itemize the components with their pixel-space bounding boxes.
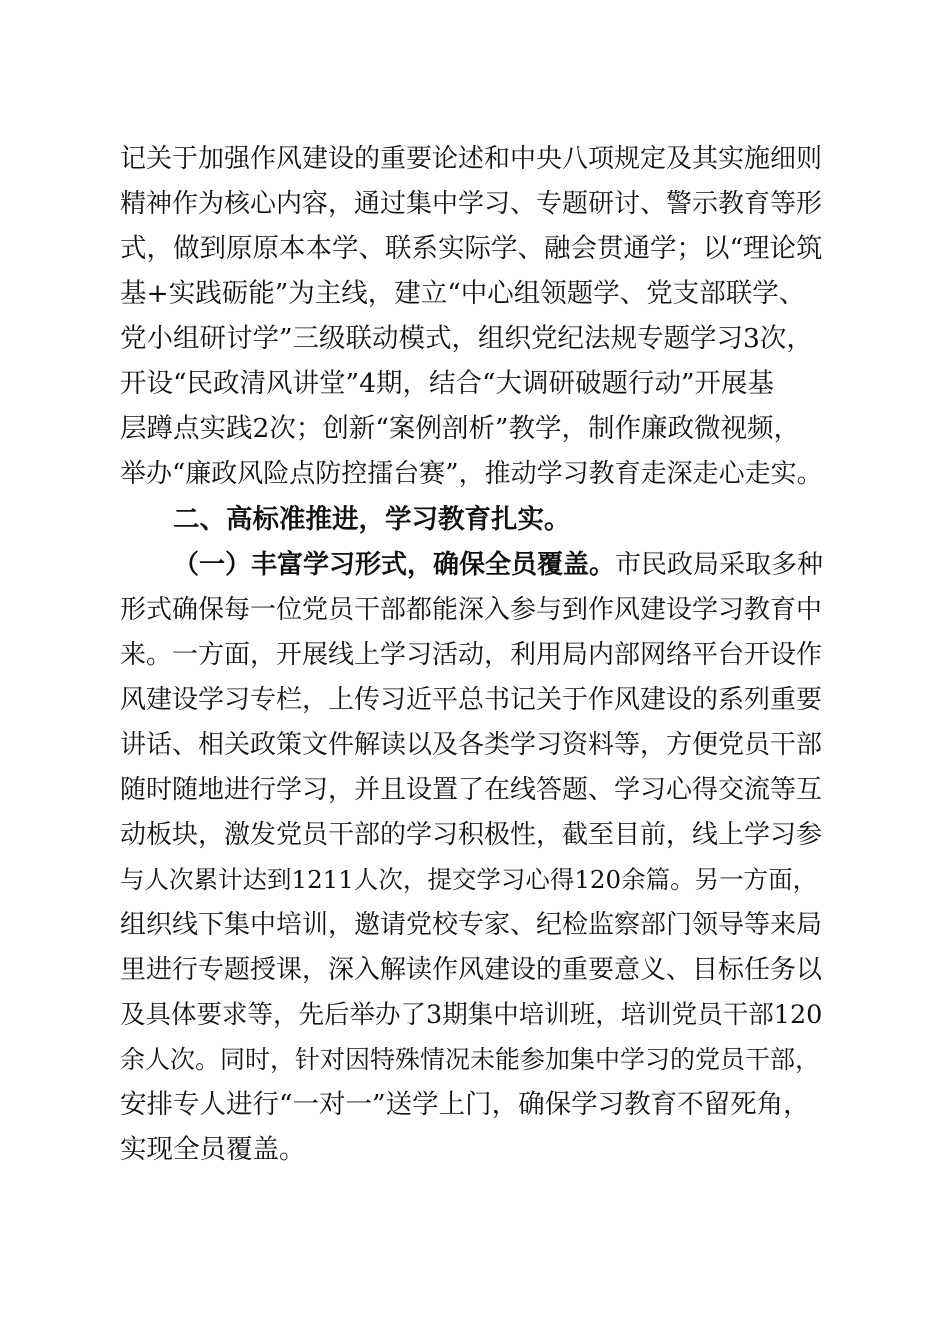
paragraph-line: 举办“廉政风险点防控擂台赛”，推动学习教育走深走心走实。 xyxy=(120,459,823,489)
paragraph-line: 式，做到原原本本学、联系实际学、融会贯通学；以“理论筑 xyxy=(120,233,823,264)
paragraph-line: 来。一方面，开展线上学习活动，利用局内部网络平台开设作 xyxy=(120,640,823,670)
paragraph-line: 组织线下集中培训，邀请党校专家、纪检监察部门领导等来局 xyxy=(120,910,823,940)
paragraph-line: 安排专人进行“一对一”送学上门，确保学习教育不留死角， xyxy=(120,1089,810,1120)
paragraph-line: 余人次。同时，针对因特殊情况未能参加集中学习的党员干部， xyxy=(120,1045,821,1074)
paragraph-line: 与人次累计达到1211人次，提交学习心得120余篇。另一方面， xyxy=(120,865,818,894)
subsection-first-line-text: 市民政局采取多种 xyxy=(615,550,824,580)
section-heading: 二、高标准推进，学习教育扎实。 xyxy=(173,504,571,535)
subsection-first-line xyxy=(173,548,830,582)
paragraph-line: 记关于加强作风建设的重要论述和中央八项规定及其实施细则 xyxy=(120,144,823,174)
paragraph-line: 开设“民政清风讲堂”4期，结合“大调研破题行动”开展基 xyxy=(120,368,775,399)
paragraph-line: 党小组研讨学”三级联动模式，组织党纪法规专题学习3次， xyxy=(120,323,813,354)
paragraph-line: 基+实践砺能”为主线，建立“中心组领题学、党支部联学、 xyxy=(120,278,806,309)
paragraph-line: 实现全员覆盖。 xyxy=(120,1134,306,1165)
subsection-title: （一）丰富学习形式，确保全员覆盖。 xyxy=(173,550,616,580)
paragraph-line: 精神作为核心内容，通过集中学习、专题研讨、警示教育等形 xyxy=(120,189,823,219)
paragraph-line: 动板块，激发党员干部的学习积极性，截至目前，线上学习参 xyxy=(120,820,823,850)
paragraph-line: 讲话、相关政策文件解读以及各类学习资料等，方便党员干部 xyxy=(120,730,823,760)
paragraph-line: 随时随地进行学习，并且设置了在线答题、学习心得交流等互 xyxy=(120,775,823,805)
paragraph-line: 形式确保每一位党员干部都能深入参与到作风建设学习教育中 xyxy=(120,595,823,625)
paragraph-line: 层蹲点实践2次；创新“案例剖析”教学，制作廉政微视频， xyxy=(120,413,800,444)
paragraph-line: 风建设学习专栏，上传习近平总书记关于作风建设的系列重要 xyxy=(120,685,823,715)
paragraph-line: 及具体要求等，先后举办了3期集中培训班，培训党员干部120 xyxy=(120,1000,823,1030)
paragraph-line: 里进行专题授课，深入解读作风建设的重要意义、目标任务以 xyxy=(120,955,823,985)
